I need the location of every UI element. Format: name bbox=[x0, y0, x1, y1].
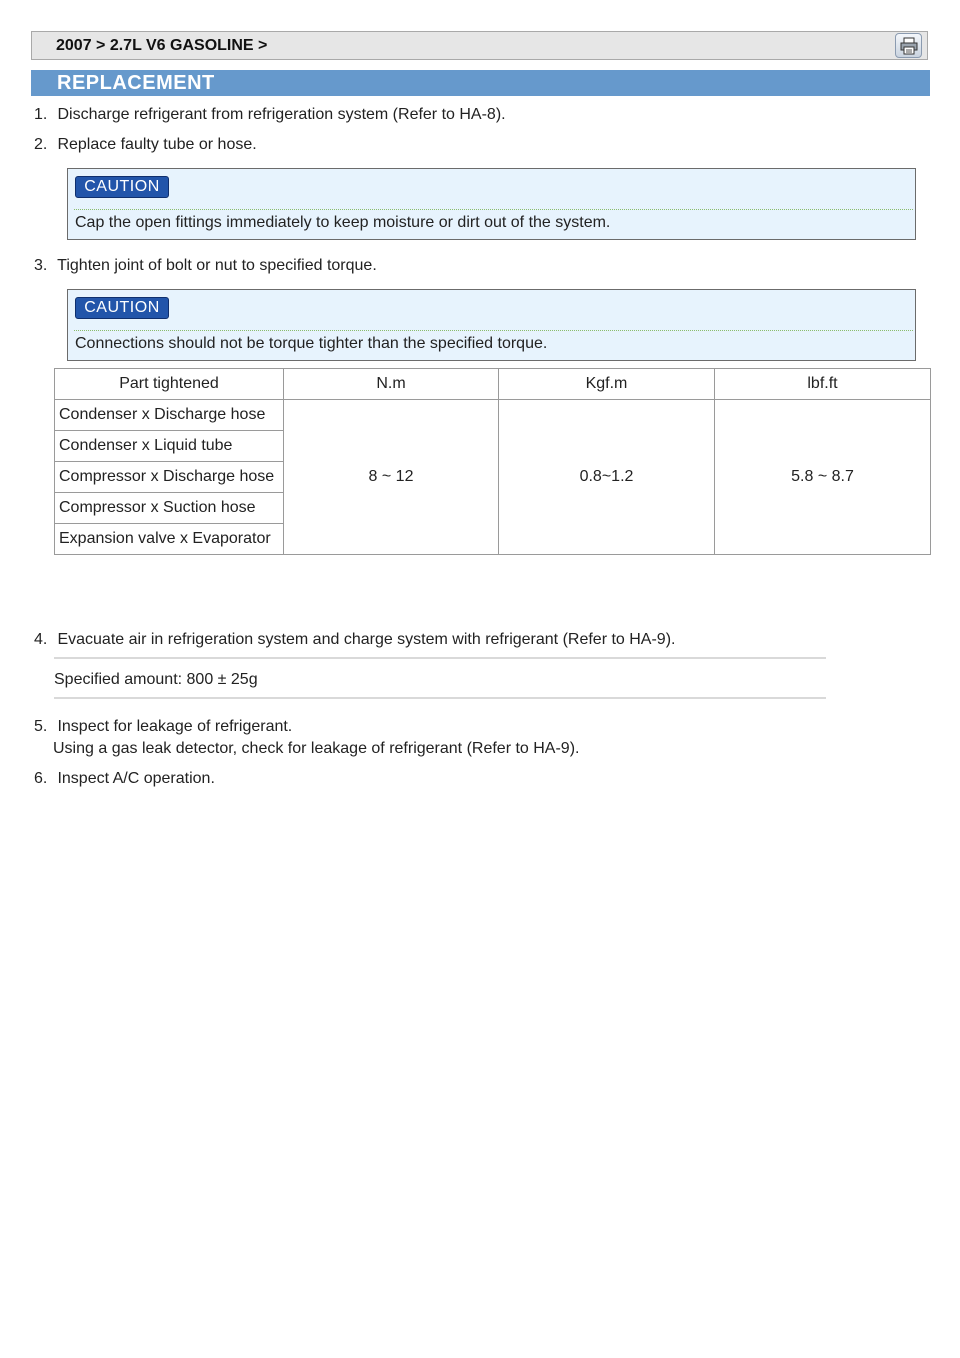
step-5-detail: Using a gas leak detector, check for leakage of refrigerant (Refer to HA-9). bbox=[53, 740, 580, 757]
nm-cell: 8 ~ 12 bbox=[284, 400, 499, 555]
spec-box bbox=[54, 657, 826, 699]
step-number: 1. bbox=[34, 106, 48, 123]
caution-badge: CAUTION bbox=[75, 297, 169, 319]
table-header-row bbox=[55, 369, 931, 400]
step-text: Tighten joint of bolt or nut to specified torque. bbox=[57, 257, 377, 274]
breadcrumb-text: 2007 > 2.7L V6 GASOLINE > bbox=[56, 37, 268, 54]
caution-box bbox=[67, 168, 916, 240]
spec-text: Specified amount: 800 ± 25g bbox=[54, 671, 258, 688]
step-number: 6. bbox=[34, 770, 48, 787]
column-header: lbf.ft bbox=[715, 369, 931, 400]
step-number: 3. bbox=[34, 257, 48, 274]
caution-divider bbox=[74, 209, 913, 210]
step-1 bbox=[34, 104, 506, 126]
step-text: Inspect A/C operation. bbox=[57, 770, 215, 787]
section-title: REPLACEMENT bbox=[31, 70, 930, 96]
printer-icon bbox=[900, 37, 918, 55]
column-header: Kgf.m bbox=[499, 369, 715, 400]
table-row bbox=[55, 400, 931, 431]
breadcrumb bbox=[31, 31, 928, 60]
caution-box bbox=[67, 289, 916, 361]
print-button[interactable] bbox=[895, 33, 922, 58]
column-header: Part tightened bbox=[55, 369, 284, 400]
step-4 bbox=[34, 629, 675, 651]
part-cell: Expansion valve x Evaporator bbox=[55, 524, 284, 555]
lbfft-cell: 5.8 ~ 8.7 bbox=[715, 400, 931, 555]
part-cell: Condenser x Discharge hose bbox=[55, 400, 284, 431]
step-number: 4. bbox=[34, 631, 48, 648]
torque-table bbox=[54, 368, 931, 555]
step-text: Discharge refrigerant from refrigeration system (Refer to HA-8). bbox=[57, 106, 506, 123]
part-cell: Compressor x Suction hose bbox=[55, 493, 284, 524]
part-cell: Compressor x Discharge hose bbox=[55, 462, 284, 493]
step-text: Inspect for leakage of refrigerant. bbox=[57, 718, 293, 735]
step-text: Evacuate air in refrigeration system and charge system with refrigerant (Refer to HA-9). bbox=[57, 631, 676, 648]
step-2 bbox=[34, 134, 257, 156]
caution-text: Connections should not be torque tighter than the specified torque. bbox=[75, 335, 548, 352]
caution-divider bbox=[74, 330, 913, 331]
part-cell: Condenser x Liquid tube bbox=[55, 431, 284, 462]
step-number: 2. bbox=[34, 136, 48, 153]
step-3 bbox=[34, 255, 377, 277]
caution-badge: CAUTION bbox=[75, 176, 169, 198]
kgfm-cell: 0.8~1.2 bbox=[499, 400, 715, 555]
step-5 bbox=[34, 716, 292, 738]
caution-text: Cap the open fittings immediately to keep moisture or dirt out of the system. bbox=[75, 214, 611, 231]
step-number: 5. bbox=[34, 718, 48, 735]
step-text: Replace faulty tube or hose. bbox=[57, 136, 257, 153]
column-header: N.m bbox=[284, 369, 499, 400]
step-6 bbox=[34, 768, 215, 790]
